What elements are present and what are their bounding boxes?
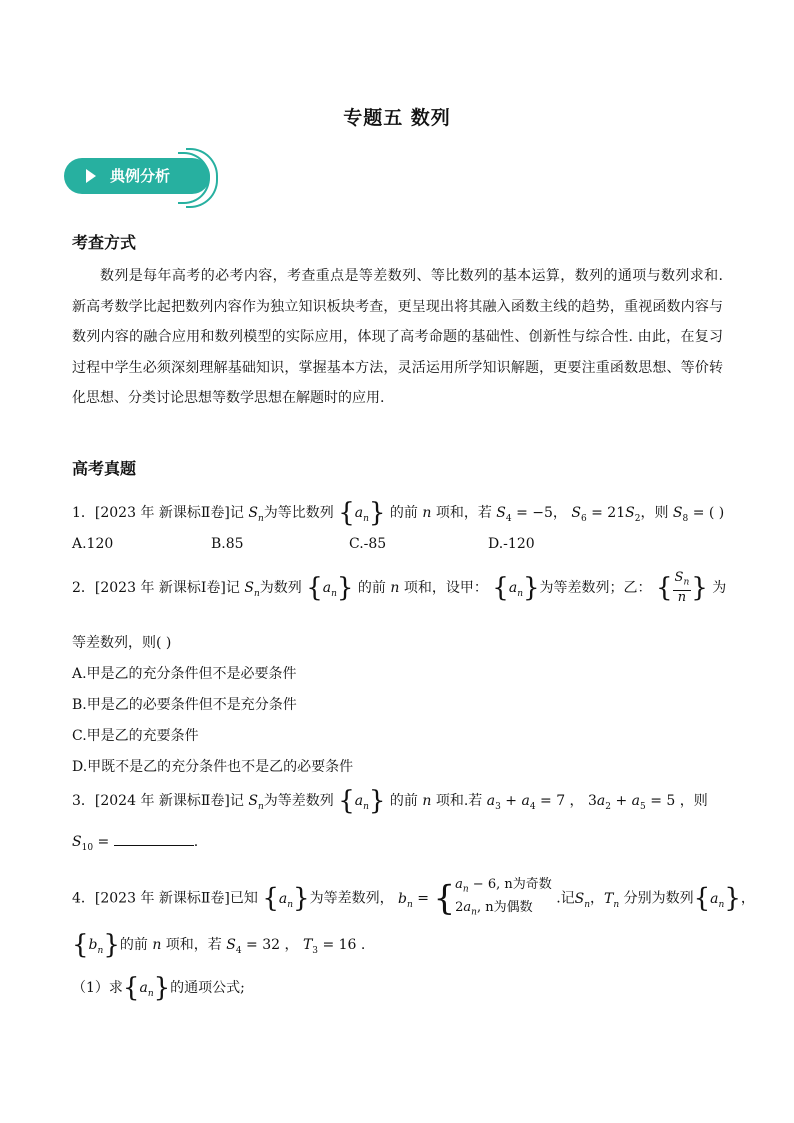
answer-blank[interactable] [114,833,194,846]
q2-option-a[interactable]: A.甲是乙的充分条件但不是必要条件 [72,666,297,682]
q2-option-d[interactable]: D.甲既不是乙的充分条件也不是乙的必要条件 [72,759,354,775]
play-icon [86,169,96,183]
q1-option-b[interactable]: B.85 [211,536,244,552]
q1-prefix: 1．[2023 年 新课标Ⅱ卷]记 [72,505,244,521]
q1-option-d[interactable]: D.-120 [488,536,535,552]
question-4: 4．[2023 年 新课标Ⅱ卷]已知 $\{a_n\}$为等差数列， $b_n$ = { $a_n - 6$, n为奇数 $2a_n$, n为偶数 .记$S_n$，$T_n$ 分别为数列$\{a_n\}$， [72,877,755,919]
q4-part1: （1）求$\{a_n\}$的通项公式; [72,973,245,1003]
page-title: 专题五 数列 [343,107,451,129]
question-2: 2．[2023 年 新课标Ⅰ卷]记 $S_n$为数列 $\{a_n\}$ 的前 n 项和，设甲： $\{a_n\}$为等差数列；乙： { $\frac{S_n}{n}$ } 为 [72,570,727,605]
q3-answer-line: $S_{10}$ = . [72,834,199,853]
q1-option-a[interactable]: A.120 [72,536,114,552]
q2-option-b[interactable]: B.甲是乙的必要条件但不是充分条件 [72,697,297,713]
question-3: 3．[2024 年 新课标Ⅱ卷]记 $S_n$为等差数列 $\{a_n\}$ 的前 n 项和.若 $a_3 + a_4 = 7$ ， $3a_2 + a_5 = 5$ ，则 [72,786,708,816]
section-heading-method: 考查方式 [72,233,137,252]
q2-option-c[interactable]: C.甲是乙的充要条件 [72,728,199,744]
question-1: 1．[2023 年 新课标Ⅱ卷]记 $S_n$为等比数列 $\{a_n\}$ 的前 n 项和，若 $S_4 = -5$， $S_6 = 21S_2$，则 $S_8$ = ( ) [72,498,725,528]
badge-pill [64,158,210,194]
method-paragraph: 数列是每年高考的必考内容，考查重点是等差数列、等比数列的基本运算，数列的通项与数列求和. 新高考数学比起把数列内容作为独立知识板块考查，更呈现出将其融入函数主线的趋势，重视函数内容与数列内容的融合应用和数列模型的实际应用，体现了高考命题的基础性、创新性与综合性. 由此，在复习过程中学生必须深刻理解基础知识，掌握基本方法，灵活运用所学知识解题，更要注重函数思想、等价转化思想、分类讨论思想等数学思想在解题时的应用. [72,268,723,406]
q1-option-c[interactable]: C.-85 [349,536,387,552]
section-badge [60,150,220,202]
q4-line2: $\{b_n\}$的前 n 项和，若 $S_4 = 32$ ， $T_3 = 16$ . [72,930,366,960]
q2-line2: 等差数列，则( ) [72,635,172,651]
badge-label: 典例分析 [110,167,171,185]
section-heading-exam: 高考真题 [72,459,137,478]
